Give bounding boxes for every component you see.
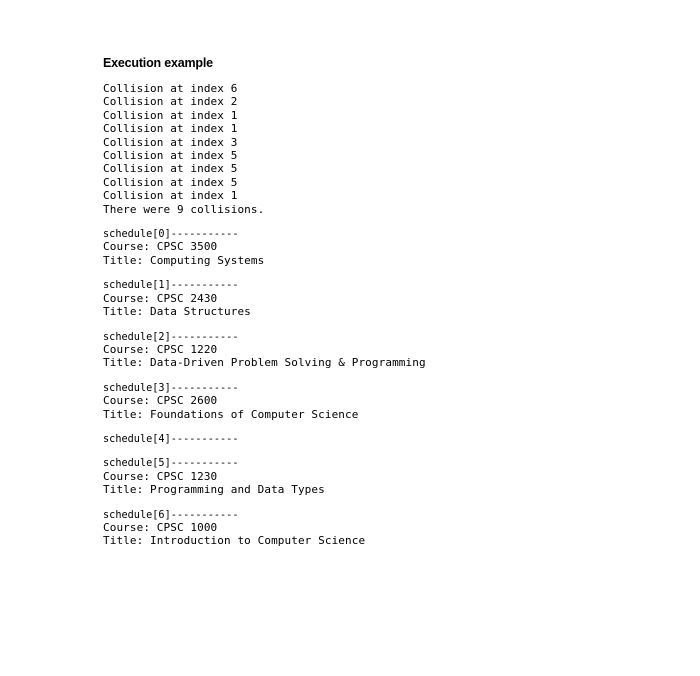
schedule-title: Title: Computing Systems [103,253,265,267]
schedule-entry-0 [103,227,663,267]
collision-line: Collision at index 1 [103,122,238,136]
schedule-header: schedule[5]----------- [103,456,239,470]
schedule-course: Course: CPSC 1230 [103,469,218,483]
collision-line: Collision at index 6 [103,82,238,95]
schedule-title: Title: Programming and Data Types [103,483,325,497]
schedule-course: Course: CPSC 1220 [103,342,218,356]
schedule-entry-4 [103,432,663,445]
schedule-entry-2 [103,330,663,370]
schedule-course: Course: CPSC 2430 [103,291,218,305]
schedule-entry-1 [103,278,663,318]
schedule-header: schedule[1]----------- [103,278,239,292]
schedule-course: Course: CPSC 2600 [103,394,218,408]
schedule-header: schedule[3]----------- [103,380,239,394]
schedule-title: Title: Foundations of Computer Science [103,407,359,421]
collision-line: Collision at index 3 [103,135,238,149]
schedule-course: Course: CPSC 1000 [103,520,218,534]
collision-line: Collision at index 5 [103,162,238,176]
schedule-entry-6 [103,508,663,548]
document-page [103,55,663,548]
schedule-entry-5 [103,456,663,496]
schedule-title: Title: Data Structures [103,305,251,319]
collision-line: Collision at index 1 [103,189,238,203]
schedule-entry-3 [103,381,663,421]
section-heading: Execution example [103,56,213,70]
collision-line: Collision at index 1 [103,108,238,122]
collision-summary: There were 9 collisions. [103,202,265,216]
collision-line: Collision at index 2 [103,95,238,109]
collision-log [103,82,663,216]
schedule-header: schedule[4]----------- [103,431,239,445]
schedule-header: schedule[6]----------- [103,507,239,521]
schedule-title: Title: Introduction to Computer Science [103,534,366,548]
schedule-course: Course: CPSC 3500 [103,240,218,254]
schedule-header: schedule[0]----------- [103,227,239,241]
collision-line: Collision at index 5 [103,149,238,163]
schedule-title: Title: Data-Driven Problem Solving & Programming [103,356,426,370]
collision-line: Collision at index 5 [103,175,238,189]
schedule-header: schedule[2]----------- [103,329,239,343]
